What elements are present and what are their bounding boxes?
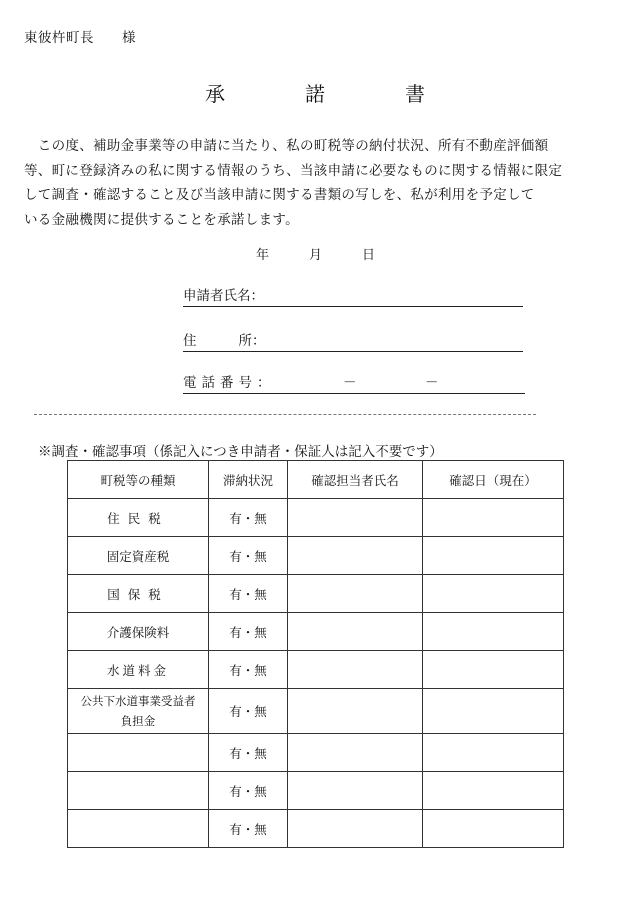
checker-name-cell[interactable]	[288, 575, 423, 613]
arrears-status-cell[interactable]: 有・無	[209, 734, 288, 772]
table-row	[68, 537, 564, 575]
header-tax-type: 町税等の種類	[68, 461, 209, 499]
address-label-part-1: 住	[183, 333, 197, 349]
body-line: して調査・確認すること及び当該申請に関する書類の写しを、私が利用を予定して	[24, 187, 535, 203]
checker-name-cell[interactable]	[288, 734, 423, 772]
title-char-1: 承	[205, 82, 225, 106]
header-check-date: 確認日（現在）	[423, 461, 564, 499]
tax-type-cell: 介護保険料	[68, 613, 209, 651]
arrears-status-cell[interactable]: 有・無	[209, 613, 288, 651]
body-line: この度、補助金事業等の申請に当たり、私の町税等の納付状況、所有不動産評価額	[24, 138, 549, 154]
checker-name-cell[interactable]	[288, 499, 423, 537]
table-header-row	[68, 461, 564, 499]
address-field[interactable]	[183, 331, 523, 352]
check-date-cell[interactable]	[423, 537, 564, 575]
arrears-status-cell[interactable]: 有・無	[209, 772, 288, 810]
tax-type-cell: 固定資産税	[68, 537, 209, 575]
check-date-cell[interactable]	[423, 499, 564, 537]
tax-type-cell[interactable]	[68, 772, 209, 810]
addressee-honorific: 様	[122, 30, 136, 46]
date-day: 日	[362, 248, 376, 263]
body-line: いる金融機関に提供することを承諾します。	[24, 211, 299, 228]
phone-separator: －	[425, 375, 439, 391]
check-date-cell[interactable]	[423, 689, 564, 734]
phone-separator: －	[343, 375, 357, 391]
table-row	[68, 810, 564, 848]
tax-type-cell[interactable]	[68, 734, 209, 772]
date-line	[256, 244, 375, 263]
consent-body	[24, 134, 614, 232]
addressee	[24, 26, 136, 46]
check-date-cell[interactable]	[423, 734, 564, 772]
checker-name-cell[interactable]	[288, 537, 423, 575]
applicant-name-label: 申請者氏名：	[183, 288, 264, 304]
section-note: ※調査・確認事項（係記入につき申請者・保証人は記入不要です）	[38, 444, 443, 460]
table-row	[68, 734, 564, 772]
header-checker-name: 確認担当者氏名	[288, 461, 423, 499]
arrears-status-cell[interactable]: 有・無	[209, 537, 288, 575]
arrears-status-cell[interactable]: 有・無	[209, 499, 288, 537]
tax-type-line: 公共下水道事業受益者	[80, 694, 196, 708]
applicant-name-field[interactable]	[183, 286, 523, 307]
arrears-status-cell[interactable]: 有・無	[209, 810, 288, 848]
title-char-2: 諾	[305, 82, 325, 106]
checker-name-cell[interactable]	[288, 772, 423, 810]
check-date-cell[interactable]	[423, 810, 564, 848]
header-arrears: 滞納状況	[209, 461, 288, 499]
tax-type-cell	[68, 689, 209, 734]
check-date-cell[interactable]	[423, 575, 564, 613]
table-row	[68, 689, 564, 734]
table-row	[68, 772, 564, 810]
phone-field[interactable]	[183, 373, 525, 394]
arrears-status-cell[interactable]: 有・無	[209, 689, 288, 734]
tax-type-cell: 国保税	[68, 575, 209, 613]
address-label-part-2: 所：	[238, 333, 266, 349]
arrears-status-cell[interactable]: 有・無	[209, 651, 288, 689]
cut-line-divider	[34, 414, 536, 415]
check-date-cell[interactable]	[423, 613, 564, 651]
table-row	[68, 575, 564, 613]
check-date-cell[interactable]	[423, 651, 564, 689]
title-char-3: 書	[405, 82, 425, 106]
checker-name-cell[interactable]	[288, 651, 423, 689]
date-month: 月	[309, 248, 323, 263]
addressee-name: 東彼杵町長	[24, 30, 94, 46]
table-row	[68, 651, 564, 689]
tax-type-cell: 住民税	[68, 499, 209, 537]
date-year: 年	[256, 248, 270, 263]
check-date-cell[interactable]	[423, 772, 564, 810]
verification-table	[67, 460, 564, 848]
checker-name-cell[interactable]	[288, 689, 423, 734]
tax-type-line: 負担金	[120, 714, 156, 728]
table-row	[68, 613, 564, 651]
phone-label: 電話番号：	[183, 375, 276, 391]
table-row	[68, 499, 564, 537]
checker-name-cell[interactable]	[288, 613, 423, 651]
checker-name-cell[interactable]	[288, 810, 423, 848]
tax-type-cell[interactable]	[68, 810, 209, 848]
tax-type-cell: 水道料金	[68, 651, 209, 689]
address-label	[183, 329, 266, 349]
arrears-status-cell[interactable]: 有・無	[209, 575, 288, 613]
body-line: 等、町に登録済みの私に関する情報のうち、当該申請に必要なものに関する情報に限定	[24, 162, 563, 179]
document-title	[0, 78, 630, 107]
